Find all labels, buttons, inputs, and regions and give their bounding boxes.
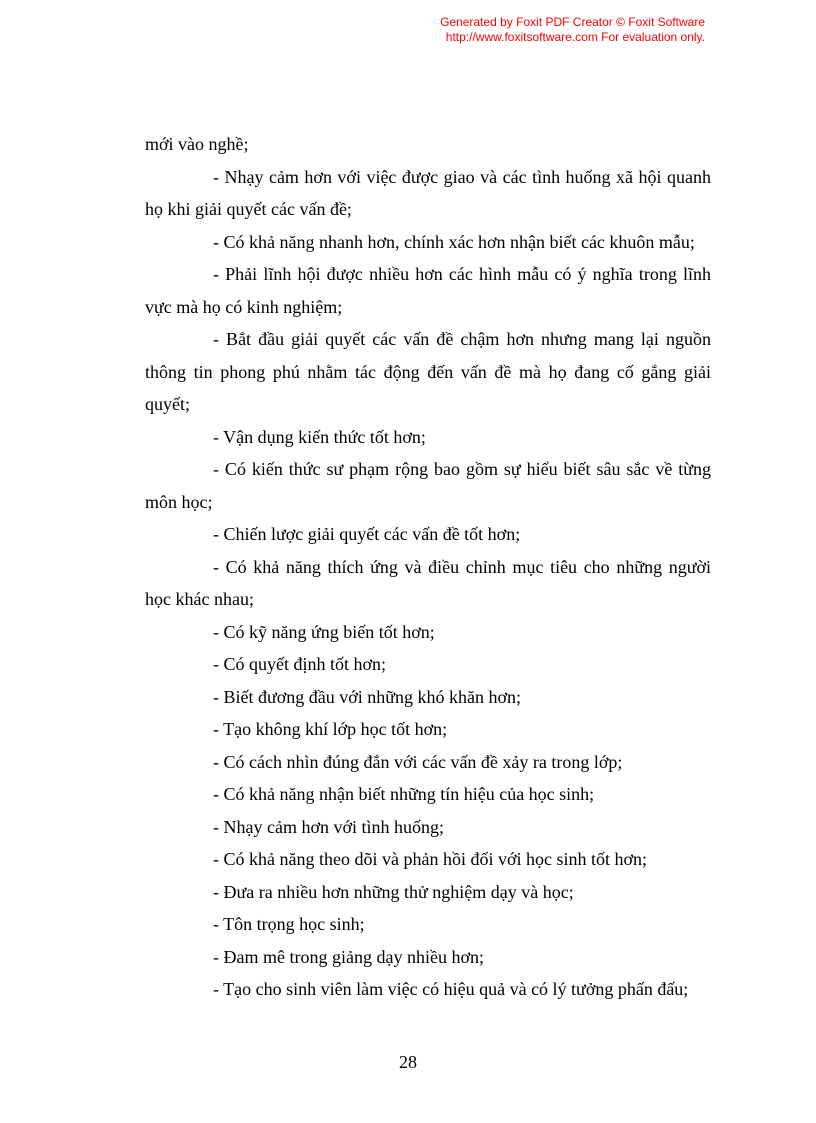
paragraph: - Có kỹ năng ứng biến tốt hơn; xyxy=(213,621,435,642)
paragraph: - Tôn trọng học sinh; xyxy=(213,914,365,934)
paragraph: - Nhạy cảm hơn với tình huống; xyxy=(213,816,445,837)
paragraph: - Tạo không khí lớp học tốt hơn; xyxy=(213,719,448,739)
paragraph: - Có khả năng thích ứng và điều chỉnh mục tiêu cho những người học khác nhau; xyxy=(145,556,711,609)
paragraph: - Biết đương đầu với những khó khăn hơn; xyxy=(213,686,522,707)
paragraph: - Đưa ra nhiều hơn những thử nghiệm dạy và học; xyxy=(213,881,574,902)
page-body xyxy=(145,128,711,1006)
paragraph: - Tạo cho sinh viên làm việc có hiệu quả và có lý tưởng phấn đấu; xyxy=(213,979,689,999)
page-number: 28 xyxy=(399,1052,417,1072)
paragraph: - Có khả năng nhận biết những tín hiệu của học sinh; xyxy=(213,784,595,804)
watermark-line-2: http://www.foxitsoftware.com For evaluation only. xyxy=(445,30,705,44)
paragraph: - Nhạy cảm hơn với việc được giao và các tình huống xã hội quanh họ khi giải quyết các vấn đề; xyxy=(145,166,711,219)
paragraph: - Có kiến thức sư phạm rộng bao gồm sự hiểu biết sâu sắc về từng môn học; xyxy=(145,459,711,512)
paragraph: - Đam mê trong giảng dạy nhiều hơn; xyxy=(213,946,484,967)
paragraph: - Có khả năng theo dõi và phản hồi đối với học sinh tốt hơn; xyxy=(213,849,647,869)
paragraph: - Phải lĩnh hội được nhiều hơn các hình mẫu có ý nghĩa trong lĩnh vực mà họ có kinh nghiệm; xyxy=(145,264,711,317)
paragraph: - Có quyết định tốt hơn; xyxy=(213,654,387,674)
paragraph: - Có khả năng nhanh hơn, chính xác hơn nhận biết các khuôn mẫu; xyxy=(213,231,695,252)
paragraph: mới vào nghề; xyxy=(145,134,249,154)
paragraph: - Bắt đầu giải quyết các vấn đề chậm hơn nhưng mang lại nguồn thông tin phong phú nhằm tác động đến vấn đề mà họ đang cố gắng giải quyết; xyxy=(145,329,711,414)
paragraph: - Vận dụng kiến thức tốt hơn; xyxy=(213,426,426,447)
paragraph: - Có cách nhìn đúng đắn với các vấn đề xảy ra trong lớp; xyxy=(213,751,623,772)
watermark-line-1: Generated by Foxit PDF Creator © Foxit Software xyxy=(440,15,705,29)
paragraph: - Chiến lược giải quyết các vấn đề tốt hơn; xyxy=(213,524,521,544)
foxit-watermark xyxy=(440,15,705,45)
